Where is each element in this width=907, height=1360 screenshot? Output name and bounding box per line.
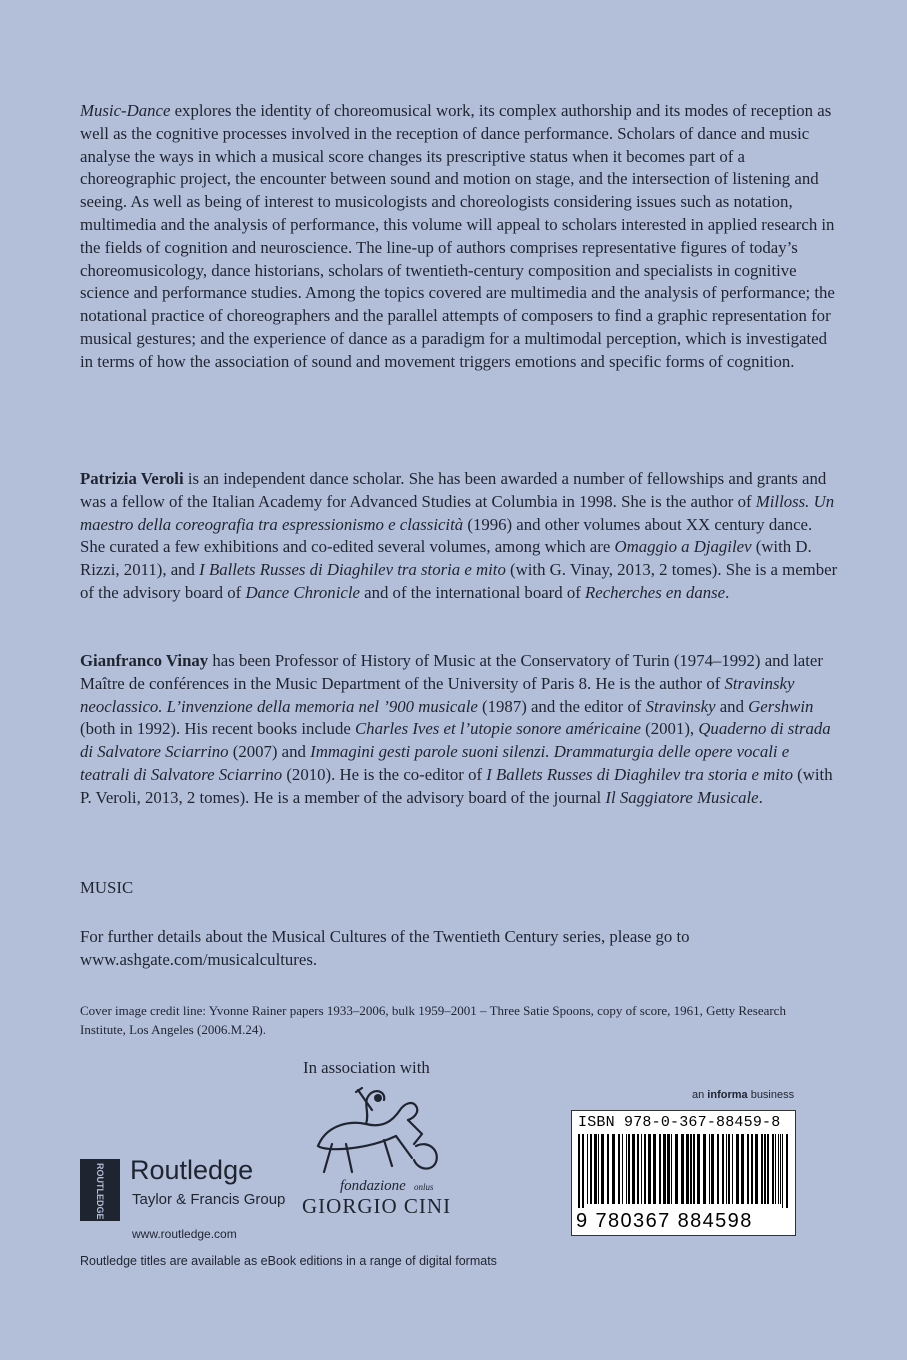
barcode-bar bbox=[667, 1134, 670, 1204]
barcode-bar bbox=[722, 1134, 724, 1204]
book-title: Milloss. Un maestro della coreografia tra espressionismo e classicità bbox=[80, 491, 835, 534]
bio-text: (with D. Rizzi, 2011), and bbox=[80, 537, 812, 580]
author-bio-veroli bbox=[80, 468, 840, 605]
bio-text: (with G. Vinay, 2013, 2 tomes). She is a member of the advisory board of bbox=[80, 560, 838, 602]
barcode-bar bbox=[778, 1134, 779, 1204]
isbn-digits: 9 780367 884598 bbox=[576, 1210, 753, 1232]
bio-text: . bbox=[758, 787, 763, 807]
onlus-label: onlus bbox=[414, 1182, 434, 1192]
foundation-name: GIORGIO CINI bbox=[302, 1194, 452, 1218]
barcode-bar bbox=[703, 1134, 706, 1204]
book-description bbox=[80, 100, 840, 374]
barcode-bar bbox=[675, 1134, 678, 1204]
cover-credit: Cover image credit line: Yvonne Rainer papers 1933–2006, bulk 1959–2001 – Three Satie Spoons, copy of score, 1961, Getty Research Institute, Los Angeles (2006.M.24). bbox=[80, 1003, 786, 1037]
routledge-mark-icon bbox=[80, 1159, 120, 1221]
barcode-bar bbox=[782, 1134, 783, 1208]
bio-text: (2010). He is the co-editor of bbox=[282, 764, 487, 784]
bio-text: has been Professor of History of Music at the Conservatory of Turin (1974–1992) and later Maître de conférences in the Music Department of the University of Paris 8. He is the author of bbox=[80, 651, 823, 693]
barcode-bar bbox=[671, 1134, 672, 1204]
bio-text: (both in 1992). His recent books include bbox=[80, 719, 355, 739]
book-title: Quaderno di strada di Salvatore Sciarrino bbox=[80, 719, 831, 762]
barcode-bar bbox=[711, 1134, 714, 1204]
description-text: explores the identity of choreomusical work, its complex authorship and its modes of reception as well as the cognitive processes involved in the reception of dance performance. Scholars of dance and music analyse the ways in which a musical score changes its prescriptive status when it becomes part of a choreographic project, the encounter between sound and motion on stage, and the intersection of listening and seeing. As well as being of interest to musicologists and choreologists considering issues such as notation, multimedia and the analysis of performance, this volume will appeal to scholars interested in applied research in the fields of cognition and neuroscience. The line-up of authors comprises representative figures of today’s choreomusicology, dance historians, scholars of twentieth-century composition and specialists in cognitive science and performance studies. Among the topics covered are multimedia and the analysis of performance; the notational practice of choreographers and the parallel attempts of composers to find a graphic representation for musical gestures; and the experience of dance as a paradigm for a multimodal perception, which is investigated in terms of how the association of sound and movement triggers emotions and specific forms of cognition. bbox=[80, 101, 835, 371]
foundation-label: fondazione bbox=[340, 1178, 406, 1194]
barcode-bar bbox=[659, 1134, 661, 1204]
book-title: Stravinsky bbox=[645, 696, 716, 716]
book-title: Omaggio a Djagilev bbox=[614, 537, 752, 557]
journal-title: Recherches en danse bbox=[585, 582, 726, 602]
informa-business bbox=[692, 1089, 794, 1101]
journal-title: Il Saggiatore Musicale bbox=[605, 787, 759, 807]
series-info: For further details about the Musical Cultures of the Twentieth Century series, please go to www.ashgate.com/musicalcultures. bbox=[80, 927, 690, 969]
barcode-bar bbox=[618, 1134, 620, 1204]
subject-category: MUSIC bbox=[80, 878, 134, 897]
barcode-bar bbox=[578, 1134, 580, 1208]
barcode-bar bbox=[644, 1134, 646, 1204]
book-title: Gershwin bbox=[748, 696, 814, 716]
barcode-bar bbox=[709, 1134, 710, 1204]
informa-post: business bbox=[747, 1089, 795, 1101]
bio-text: and bbox=[715, 696, 749, 716]
routledge-name: Routledge bbox=[130, 1155, 254, 1185]
barcode-bar bbox=[594, 1134, 597, 1204]
barcode-bar bbox=[648, 1134, 651, 1204]
barcode-bar bbox=[598, 1134, 599, 1204]
author-name: Gianfranco Vinay bbox=[80, 651, 209, 670]
barcode-bar bbox=[732, 1134, 733, 1204]
bio-text: is an independent dance scholar. She has been awarded a number of fellowships and grants and was a fellow of the Italian Academy for Advanced Studies at Columbia in 1998. She is the author of bbox=[80, 469, 827, 511]
publisher-url: www.routledge.com bbox=[132, 1227, 237, 1241]
barcode-bar bbox=[736, 1134, 739, 1204]
barcode-bar bbox=[693, 1134, 695, 1204]
barcode-bar bbox=[690, 1134, 692, 1204]
bio-text: (with P. Veroli, 2013, 2 tomes). He is a member of the advisory board of the journal bbox=[80, 764, 833, 807]
barcode-bar bbox=[747, 1134, 749, 1204]
barcode-bar bbox=[601, 1134, 604, 1204]
barcode-bar bbox=[632, 1134, 635, 1204]
informa-pre: an bbox=[692, 1089, 708, 1101]
barcode-bar bbox=[663, 1134, 666, 1204]
barcode-bar bbox=[622, 1134, 623, 1204]
book-title: Stravinsky neoclassico. L’invenzione della memoria nel ’900 musicale bbox=[80, 673, 795, 716]
routledge-logo bbox=[80, 1155, 290, 1245]
bio-text: and of the international board of bbox=[359, 582, 586, 602]
bio-text: (2007) and bbox=[228, 742, 311, 762]
book-title: Immagini gesti parole suoni silenzi. Drammaturgia delle opere vocali e teatrali di Salvatore Sciarrino bbox=[80, 742, 790, 784]
horse-rider-emblem-icon bbox=[296, 1086, 452, 1178]
barcode-bar bbox=[775, 1134, 776, 1204]
bio-text: (1987) and the editor of bbox=[477, 696, 646, 716]
isbn-label: ISBN 978-0-367-88459-8 bbox=[578, 1114, 781, 1131]
ebook-note: Routledge titles are available as eBook editions in a range of digital formats bbox=[80, 1254, 497, 1268]
barcode-bar bbox=[741, 1134, 744, 1204]
barcode-bar bbox=[626, 1134, 627, 1204]
barcode-bar bbox=[681, 1134, 684, 1204]
barcode-bar bbox=[751, 1134, 753, 1204]
journal-title: Dance Chronicle bbox=[245, 582, 360, 602]
barcode-bar bbox=[612, 1134, 615, 1204]
isbn-barcode bbox=[571, 1110, 796, 1236]
barcode-bar bbox=[582, 1134, 584, 1208]
book-title: I Ballets Russes di Diaghilev tra storia e mito bbox=[486, 764, 793, 784]
barcode-bar bbox=[728, 1134, 730, 1204]
barcode-bar bbox=[653, 1134, 656, 1204]
barcode-bars bbox=[576, 1134, 791, 1208]
barcode-bar bbox=[717, 1134, 719, 1204]
association-label: In association with bbox=[303, 1058, 430, 1077]
barcode-bar bbox=[761, 1134, 763, 1204]
barcode-bar bbox=[755, 1134, 758, 1204]
barcode-bar bbox=[772, 1134, 774, 1204]
barcode-bar bbox=[780, 1134, 781, 1204]
barcode-bar bbox=[767, 1134, 769, 1204]
publisher-group: Taylor & Francis Group bbox=[132, 1191, 286, 1208]
barcode-bar bbox=[764, 1134, 766, 1204]
barcode-bar bbox=[590, 1134, 592, 1204]
author-bio-vinay bbox=[80, 650, 840, 810]
routledge-mark-text: ROUTLEDGE bbox=[95, 1163, 105, 1220]
barcode-bar bbox=[637, 1134, 639, 1204]
barcode-bar bbox=[628, 1134, 630, 1204]
barcode-bar bbox=[686, 1134, 689, 1204]
bio-text: (1996) and other volumes about XX century dance. She curated a few exhibitions and co-edited several volumes, among which are bbox=[80, 514, 813, 557]
informa-brand: informa bbox=[707, 1089, 748, 1101]
book-title: Charles Ives et l’utopie sonore américaine bbox=[354, 719, 641, 739]
barcode-bar bbox=[587, 1134, 588, 1204]
bio-text: (2001), bbox=[640, 719, 699, 739]
author-name: Patrizia Veroli bbox=[80, 469, 184, 488]
barcode-bar bbox=[726, 1134, 727, 1204]
barcode-bar bbox=[641, 1134, 642, 1204]
giorgio-cini-logo bbox=[296, 1086, 452, 1226]
barcode-bar bbox=[786, 1134, 788, 1208]
barcode-bar bbox=[697, 1134, 700, 1204]
bio-text: . bbox=[725, 582, 730, 602]
book-title: I Ballets Russes di Diaghilev tra storia e mito bbox=[199, 560, 506, 580]
book-title: Music-Dance bbox=[80, 101, 171, 120]
barcode-bar bbox=[607, 1134, 609, 1204]
